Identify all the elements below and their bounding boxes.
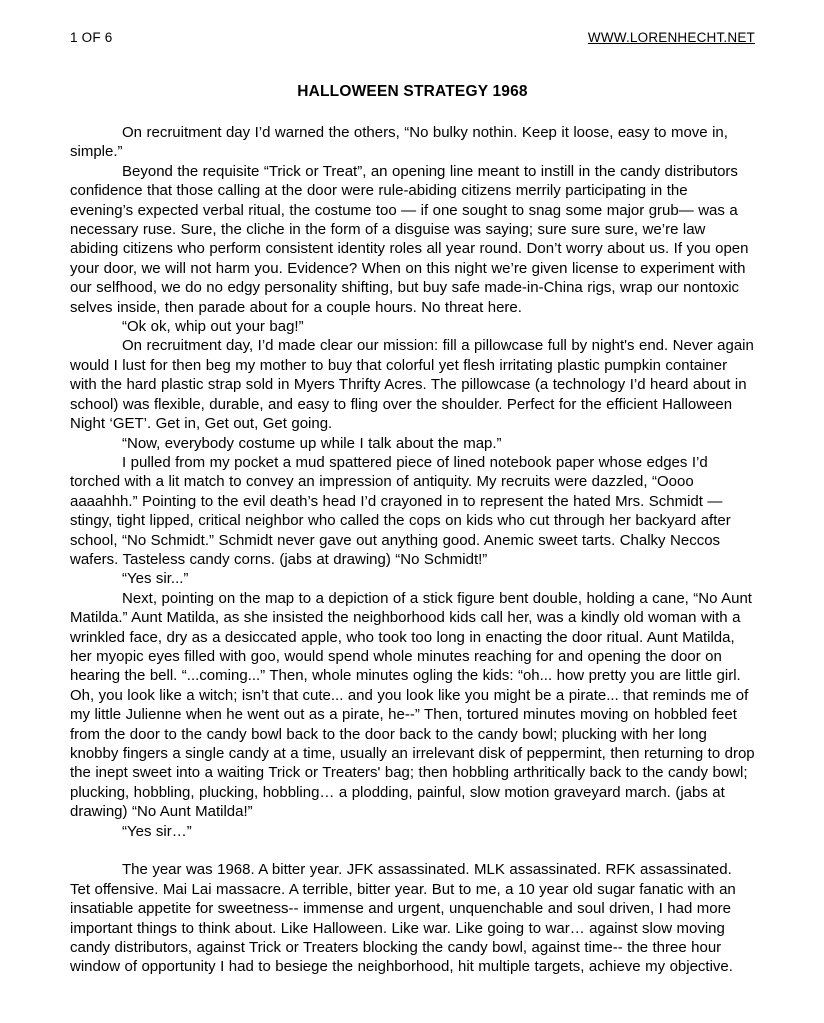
document-body — [70, 123, 755, 977]
site-link[interactable]: WWW.LORENHECHT.NET — [587, 30, 755, 45]
paragraph: Next, pointing on the map to a depiction of a stick figure bent double, holding a cane, “No Aunt Matilda.” Aunt Matilda, as she insisted the neighborhood kids call her, was a kindly old woman with a wrinkled face, dry as a desiccated apple, who took too long in enacting the door ritual. Aunt Matilda, her myopic eyes filled with goo, would spend whole minutes reaching for and opening the door on hearing the bell. “...coming...” Then, whole minutes ogling the kids: “oh... how pretty you are little girl. Oh, you look like a witch; isn’t that cute... and you look like you might be a pirate... that reminds me of my little Julienne when he went out as a pirate, he--” Then, tortured minutes moving on hobbled feet from the door to the candy bowl back to the door back to the candy bowl; plucking with her long knobby fingers a single candy at a time, usually an irrelevant disk of peppermint, then returning to drop the inept sweet into a waiting Trick or Treaters' bag; then hobbling arthritically back to the candy bowl; plucking, hobbling, plucking, hobbling… a plodding, painful, slow motion graveyard march. (jabs at drawing) “No Aunt Matilda!” — [70, 589, 755, 821]
document-title: HALLOWEEN STRATEGY 1968 — [297, 83, 528, 100]
paragraph: “Now, everybody costume up while I talk about the map.” — [122, 434, 502, 452]
paragraph: I pulled from my pocket a mud spattered piece of lined notebook paper whose edges I’d torched with a lit match to convey an impression of antiquity. My recruits were dazzled, “Oooo aaaahhh.” Pointing to the evil death’s head I’d crayoned in to represent the hated Mrs. Schmidt — stingy, tight lipped, critical neighbor who called the cops on kids who cut through her backyard after school, “No Schmidt.” Schmidt never gave out anything good. Anemic sweet tarts. Chalky Neccos wafers. Tasteless candy corns. (jabs at drawing) “No Schmidt!” — [70, 453, 731, 568]
paragraph: On recruitment day I’d warned the others, “No bulky nothin. Keep it loose, easy to move in, simple.” — [70, 124, 728, 161]
page-header — [70, 31, 755, 45]
paragraph: Beyond the requisite “Trick or Treat”, an opening line meant to instill in the candy distributors confidence that those calling at the door were rule-abiding citizens merrily participating in the evening’s expected verbal ritual, the costume too — if one sought to snag some major grub— was a necessary ruse. Sure, the cliche in the form of a disguise was saying; sure sure sure, we’re law abiding citizens who perform consistent identity roles all year round. Don’t worry about us. If you open your door, we will not harm you. Evidence? When on this night we’re given license to experiment with our selfhood, we do no edgy personality shifting, but buy safe made-in-China rigs, wrap our nontoxic selves inside, then parade about for a couple hours. No threat here. — [70, 162, 749, 316]
paragraph: The year was 1968. A bitter year. JFK assassinated. MLK assassinated. RFK assassinated. Tet offensive. Mai Lai massacre. A terrible, bitter year. But to me, a 10 year old sugar fanatic with an insatiable appetite for sweetness-- immense and urgent, unquenchable and soul driven, I had more important things to think about. Like Halloween. Like war. Like going to war… against slow moving candy distributors, against Trick or Treaters blocking the candy bowl, against time-- the three hour window of opportunity I had to besiege the neighborhood, hit multiple targets, achieve my objective. — [70, 861, 736, 976]
paragraph: “Yes sir…” — [122, 822, 192, 840]
paragraph: “Ok ok, whip out your bag!” — [122, 318, 304, 336]
page-number-label: 1 OF 6 — [70, 30, 113, 45]
paragraph: “Yes sir...” — [122, 570, 189, 588]
paragraph: On recruitment day, I’d made clear our mission: fill a pillowcase full by night's end. Never again would I lust for then beg my mother to buy that colorful yet flesh irritating plastic pumpkin container with the hard plastic strap sold in Myers Thrifty Acres. The pillowcase (a technology I’d heard about in school) was flexible, durable, and easy to fling over the shoulder. Perfect for the efficient Halloween Night ‘GET’. Get in, Get out, Get going. — [70, 337, 754, 433]
